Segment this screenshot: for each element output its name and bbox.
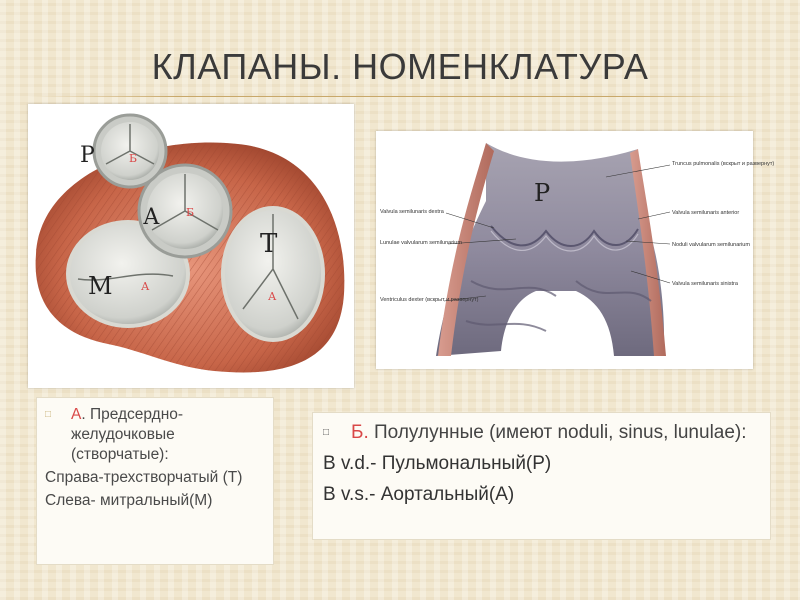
label-p: Р: [80, 143, 95, 168]
panel-b-heading-row: [323, 421, 760, 445]
label-a-tricuspid: А: [268, 290, 277, 303]
label-a-mitral: А: [141, 280, 150, 293]
panel-b-aortic: В v.s.- Аортальный(А): [323, 484, 515, 505]
annotation-ventriculus: Ventriculus dexter (вскрыт и развернут): [380, 297, 479, 303]
annotation-truncus: Truncus pulmonalis (вскрыт и развернут): [672, 161, 775, 167]
annotation-anterior: Valvula semilunaris anterior: [672, 210, 740, 216]
panel-b-pulmonary: В v.d.- Пульмональный(Р): [323, 453, 552, 474]
panel-a-heading-text: . Предсердно-желудочковые (створчатые):: [71, 406, 184, 463]
label-t: Т: [260, 229, 278, 259]
annotation-dextra: Valvula semilunaris dextra: [380, 209, 444, 215]
title-divider: [28, 96, 772, 97]
panel-b-heading: [351, 421, 747, 445]
label-m: М: [88, 272, 113, 300]
panel-b-prefix: Б.: [351, 422, 369, 443]
atrioventricular-panel: [36, 397, 274, 565]
valve-label-p: Р: [534, 179, 551, 207]
panel-a-prefix: А: [71, 406, 82, 423]
panel-b-heading-text: Полулунные (имеют noduli, sinus, lunulae):: [368, 422, 747, 443]
semilunar-panel: [312, 412, 771, 540]
bullet-icon: □: [323, 427, 330, 438]
bullet-icon: □: [45, 409, 52, 420]
panel-a-left-valve: Слева- митральный(М): [45, 492, 213, 509]
annotation-sinistra: Valvula semilunaris sinistra: [672, 281, 738, 287]
panel-a-right-valve: Справа-трехстворчатый (Т): [45, 469, 243, 486]
panel-a-heading-row: [45, 405, 265, 465]
slide-title: КЛАПАНЫ. НОМЕНКЛАТУРА: [151, 46, 649, 87]
label-a: А: [143, 205, 160, 230]
heart-valves-image: [28, 104, 354, 388]
annotation-noduli: Noduli valvularum semilunarium: [672, 242, 750, 248]
label-b-aortic: Б: [186, 206, 195, 219]
label-b-pulmonary: Б: [129, 152, 138, 165]
pulmonary-valve-image: [376, 131, 775, 369]
panel-a-heading: [71, 405, 265, 465]
annotation-lunulae: Lunulae valvularum semilunarium: [380, 240, 462, 246]
